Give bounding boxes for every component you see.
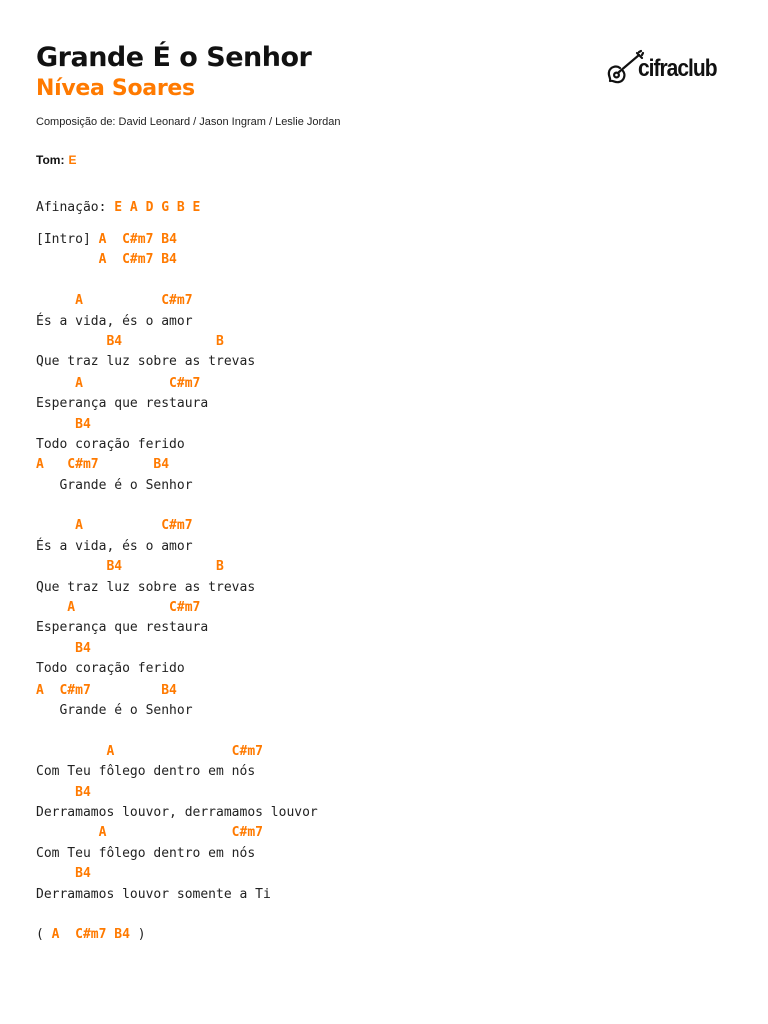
tuning-line — [36, 200, 200, 216]
lyric-line: Que traz luz sobre as trevas — [36, 354, 256, 369]
lyric-line: Esperança que restaura — [36, 396, 209, 411]
chord-line[interactable]: B4 — [36, 641, 91, 656]
lyric-line: És a vida, és o amor — [36, 539, 193, 554]
lyric-line: És a vida, és o amor — [36, 314, 193, 329]
key-value[interactable]: E — [68, 153, 77, 167]
lyric-line: Derramamos louvor, derramamos louvor — [36, 805, 318, 820]
key-label: Tom: — [36, 153, 65, 167]
lyric-line: Todo coração ferido — [36, 437, 185, 452]
tuning-notes[interactable]: E A D G B E — [114, 200, 201, 215]
chord-line[interactable]: B4 — [36, 417, 91, 432]
chord-line[interactable]: B4 — [36, 785, 91, 800]
chord-line[interactable]: A C#m7 B4 — [36, 457, 170, 472]
outro-line — [36, 927, 146, 943]
song-title: Grande É o Senhor — [36, 42, 312, 73]
lyric-line: Grande é o Senhor — [36, 703, 193, 718]
intro-chords[interactable]: A C#m7 B4 — [98, 232, 177, 247]
chord-line[interactable]: A C#m7 — [36, 825, 263, 840]
chord-line[interactable]: B4 — [36, 866, 91, 881]
lyric-line: Derramamos louvor somente a Ti — [36, 887, 271, 902]
outro-open: ( — [36, 927, 52, 942]
chord-line[interactable]: A C#m7 B4 — [36, 683, 177, 698]
logo-text: cifraclub — [638, 55, 717, 82]
lyric-line: Grande é o Senhor — [36, 478, 193, 493]
outro-close: ) — [129, 927, 146, 942]
outro-chords[interactable]: A C#m7 B4 — [51, 927, 130, 942]
tuning-label: Afinação: — [36, 200, 115, 215]
chord-line[interactable]: B4 B — [36, 334, 224, 349]
composers-credit: Composição de: David Leonard / Jason Ingram / Leslie Jordan — [36, 116, 341, 128]
chord-line[interactable]: A C#m7 B4 — [36, 252, 177, 267]
lyric-line: Com Teu fôlego dentro em nós — [36, 846, 256, 861]
chord-line[interactable]: A C#m7 — [36, 518, 193, 533]
chord-line[interactable]: A C#m7 — [36, 600, 201, 615]
artist-name[interactable]: Nívea Soares — [36, 76, 195, 101]
lyric-line: Todo coração ferido — [36, 661, 185, 676]
intro-label: [Intro] — [36, 232, 99, 247]
chord-line[interactable]: A C#m7 — [36, 293, 193, 308]
song-sheet — [36, 0, 736, 1024]
lyric-line: Esperança que restaura — [36, 620, 209, 635]
intro-line — [36, 232, 177, 248]
lyric-line: Que traz luz sobre as trevas — [36, 580, 256, 595]
chord-line[interactable]: B4 B — [36, 559, 224, 574]
chord-line[interactable]: A C#m7 — [36, 744, 263, 759]
chord-line[interactable]: A C#m7 — [36, 376, 201, 391]
lyric-line: Com Teu fôlego dentro em nós — [36, 764, 256, 779]
